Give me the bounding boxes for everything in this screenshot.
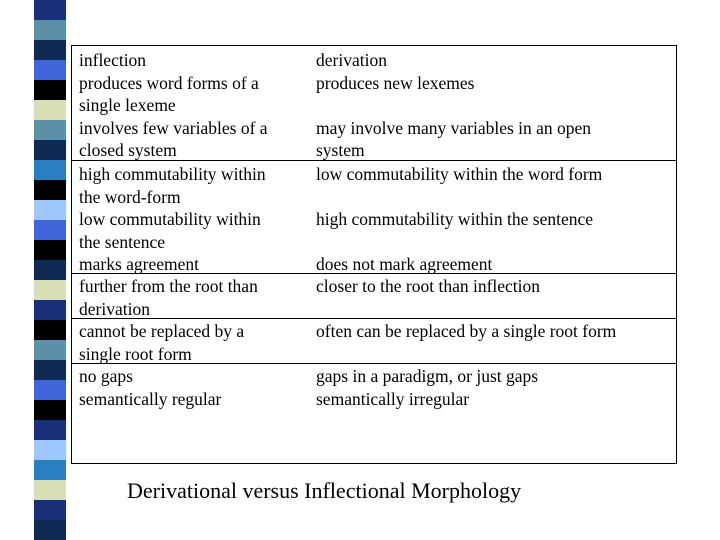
right-cell: low commutability within the word form high commutability within the sentence does not mark agreement [316, 164, 603, 275]
stripe-block [34, 360, 66, 380]
stripe-block [34, 80, 66, 100]
table-row [72, 160, 676, 273]
stripe-block [34, 60, 66, 80]
table-row [72, 273, 676, 319]
stripe-block [34, 160, 66, 180]
slide-caption: Derivational versus Inflectional Morphology [127, 478, 522, 503]
stripe-block [34, 0, 66, 20]
stripe-block [34, 260, 66, 280]
stripe-block [34, 300, 66, 320]
stripe-block [34, 340, 66, 360]
stripe-block [34, 180, 66, 200]
stripe-block [34, 520, 66, 540]
right-cell: derivation produces new lexemes may involve many variables in an open system [316, 50, 592, 161]
stripe-block [34, 320, 66, 340]
comparison-table [71, 45, 677, 464]
stripe-block [34, 380, 66, 400]
table-row [72, 49, 676, 161]
left-cell: inflection produces word forms of a single lexeme involves few variables of a closed system [79, 50, 268, 161]
decorative-stripe [34, 0, 66, 540]
stripe-block [34, 440, 66, 460]
right-cell: often can be replaced by a single root form [316, 321, 617, 341]
stripe-block [34, 480, 66, 500]
stripe-block [34, 120, 66, 140]
stripe-block [34, 220, 66, 240]
stripe-block [34, 40, 66, 60]
stripe-block [34, 460, 66, 480]
left-cell: further from the root than derivation [79, 276, 258, 319]
left-cell: cannot be replaced by a single root form [79, 321, 245, 364]
stripe-block [34, 420, 66, 440]
left-cell: high commutability within the word-form low commutability within the sentence marks agreement [79, 164, 266, 275]
stripe-block [34, 500, 66, 520]
right-cell: closer to the root than inflection [316, 276, 541, 296]
right-cell: gaps in a paradigm, or just gaps semantically irregular [316, 366, 539, 409]
table-row [72, 318, 676, 364]
stripe-block [34, 200, 66, 220]
stripe-block [34, 240, 66, 260]
stripe-block [34, 20, 66, 40]
stripe-block [34, 400, 66, 420]
left-cell: no gaps semantically regular [79, 366, 222, 409]
stripe-block [34, 100, 66, 120]
stripe-block [34, 140, 66, 160]
stripe-block [34, 280, 66, 300]
table-row [72, 363, 676, 463]
